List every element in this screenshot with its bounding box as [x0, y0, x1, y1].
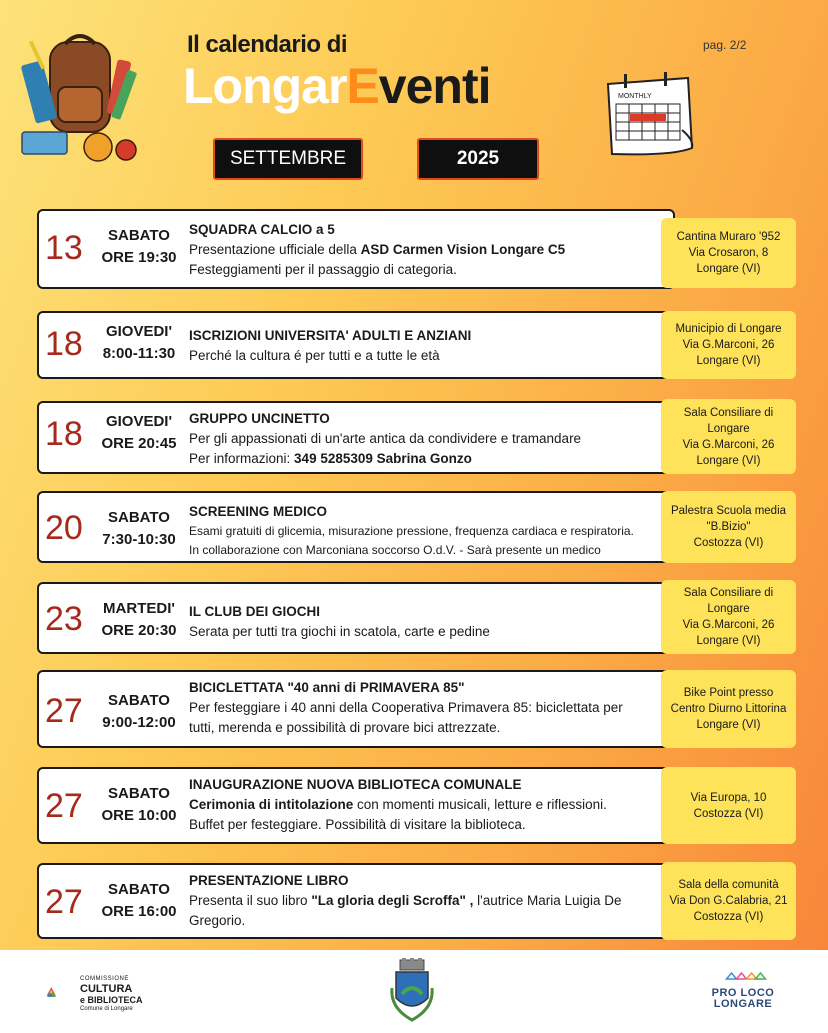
event-when — [91, 321, 187, 365]
event-title: BICICLETTATA "40 anni di PRIMAVERA 85" — [189, 680, 465, 695]
proloco-line: PRO LOCO — [711, 987, 775, 999]
location-line: Sala della comunità — [678, 879, 779, 891]
event-when — [91, 598, 187, 642]
event-location — [661, 580, 796, 654]
location-line: Sala Consiliare di — [683, 587, 774, 599]
event-line — [189, 891, 665, 911]
title-part-venti: venti — [378, 58, 491, 114]
event-line: Gregorio. — [189, 913, 246, 928]
location-line: Costozza (VI) — [693, 807, 764, 820]
event-weekday: SABATO — [108, 227, 170, 244]
location-line: Via G.Marconi, 26 — [682, 619, 775, 631]
location-line: Bike Point presso — [683, 687, 774, 699]
municipal-crest-icon — [388, 958, 436, 1024]
month-label: SETTEMBRE — [213, 138, 363, 180]
event-line: Per festeggiare i 40 anni della Cooperativa Primavera 85: biciclettata per — [189, 700, 623, 715]
event-card — [37, 311, 675, 379]
event-when — [91, 225, 187, 269]
event-when — [91, 879, 187, 923]
location-line: Via Europa, 10 — [690, 791, 767, 804]
event-line: tutti, merenda e possibilità di provare bici attrezzate. — [189, 720, 501, 735]
event-title: INAUGURAZIONE NUOVA BIBLIOTECA COMUNALE — [189, 777, 522, 792]
event-line: Perché la cultura é per tutti e a tutte le età — [189, 348, 440, 363]
event-when — [91, 783, 187, 827]
cultura-line: CULTURA — [80, 983, 133, 995]
title-small: Il calendario di — [187, 31, 348, 58]
event-title: GRUPPO UNCINETTO — [189, 411, 330, 426]
event-time: ORE 19:30 — [101, 249, 177, 266]
title-part-e: E — [346, 58, 379, 114]
event-weekday: GIOVEDI' — [105, 323, 173, 340]
cultura-line: e BIBLIOTECA — [80, 995, 143, 1005]
event-time: 8:00-11:30 — [102, 345, 176, 362]
location-line: Via Crosaron, 8 — [688, 247, 769, 259]
event-text-bold: 349 5285309 Sabrina Gonzo — [294, 451, 472, 466]
event-text-bold: "La gloria degli Scroffa" , — [311, 893, 474, 908]
event-text-bold: ASD Carmen Vision Longare C5 — [360, 242, 566, 257]
event-description — [189, 502, 665, 560]
event-card — [37, 491, 675, 563]
event-description — [189, 602, 665, 642]
location-line: Longare (VI) — [696, 454, 761, 467]
event-card — [37, 401, 675, 474]
event-title: PRESENTAZIONE LIBRO — [189, 873, 349, 888]
event-day: 27 — [45, 883, 83, 921]
location-line: Via Don G.Calabria, 21 — [669, 895, 788, 907]
event-weekday: SABATO — [108, 509, 170, 526]
event-text: Presentazione ufficiale della — [189, 242, 361, 257]
event-title: IL CLUB DEI GIOCHI — [189, 604, 321, 619]
event-when — [91, 690, 187, 734]
location-line: Sala Consiliare di — [683, 406, 774, 419]
event-line — [189, 449, 665, 469]
event-text: l'autrice Maria Luigia De — [473, 893, 622, 908]
event-weekday: SABATO — [108, 881, 170, 898]
event-line: Festeggiamenti per il passaggio di categoria. — [189, 262, 457, 277]
calendar-illustration — [602, 70, 698, 162]
event-line — [189, 240, 665, 260]
event-day: 27 — [45, 787, 83, 825]
event-line: Per gli appassionati di un'arte antica da condividere e tramandare — [189, 431, 582, 446]
event-time: ORE 20:30 — [101, 622, 177, 639]
location-line: Costozza (VI) — [693, 537, 764, 549]
event-title: ISCRIZIONI UNIVERSITA' ADULTI E ANZIANI — [189, 328, 472, 343]
event-description — [189, 409, 665, 469]
cultura-line: COMMISSIONE — [80, 976, 129, 982]
event-card — [37, 767, 675, 844]
event-line — [189, 795, 665, 815]
event-location — [661, 218, 796, 288]
event-location — [661, 670, 796, 748]
event-time: ORE 16:00 — [101, 903, 177, 920]
event-day: 13 — [45, 229, 83, 267]
cultura-line: Comune di Longare — [80, 1006, 133, 1012]
event-text: con momenti musicali, letture e riflessioni. — [353, 797, 607, 812]
location-line: Municipio di Longare — [675, 323, 782, 335]
event-text: Per informazioni: — [189, 451, 295, 466]
event-description — [189, 678, 665, 738]
event-title: SQUADRA CALCIO a 5 — [189, 222, 335, 237]
event-location — [661, 311, 796, 379]
event-time: 9:00-12:00 — [102, 714, 176, 731]
page-title — [183, 58, 491, 114]
event-line: Buffet per festeggiare. Possibilità di visitare la biblioteca. — [189, 817, 526, 832]
location-line: Cantina Muraro '952 — [676, 231, 781, 243]
proloco-line: LONGARE — [713, 998, 773, 1010]
event-location — [661, 767, 796, 844]
event-card — [37, 582, 675, 654]
location-line: Longare (VI) — [696, 719, 761, 731]
event-line: Serata per tutti tra giochi in scatola, carte e pedine — [189, 624, 490, 639]
event-day: 18 — [45, 415, 83, 453]
event-description — [189, 326, 665, 366]
location-line: Via G.Marconi, 26 — [682, 339, 775, 351]
title-part-longar: Longar — [183, 58, 347, 114]
event-card — [37, 670, 675, 748]
event-weekday: GIOVEDI' — [105, 413, 173, 430]
event-weekday: MARTEDI' — [103, 600, 175, 617]
proloco-logo-text — [703, 988, 783, 1010]
event-location — [661, 399, 796, 474]
event-day: 18 — [45, 325, 83, 363]
event-when — [91, 411, 187, 455]
event-text: Presenta il suo libro — [189, 893, 312, 908]
event-day: 27 — [45, 692, 83, 730]
location-line: Longare — [707, 603, 750, 615]
event-location — [661, 491, 796, 563]
calendar-art-text: MONTHLY — [618, 93, 652, 100]
event-when — [91, 507, 187, 551]
cultura-logo-text — [80, 975, 143, 1014]
location-line: Via G.Marconi, 26 — [682, 438, 775, 451]
event-weekday: SABATO — [108, 692, 170, 709]
event-line: In collaborazione con Marconiana soccorso O.d.V. - Sarà presente un medico — [189, 543, 601, 557]
location-line: "B.Bizio" — [706, 521, 751, 533]
event-line: Esami gratuiti di glicemia, misurazione pressione, frequenza cardiaca e respiratoria. — [189, 524, 634, 538]
event-weekday: SABATO — [108, 785, 170, 802]
year-label: 2025 — [417, 138, 539, 180]
location-line: Longare (VI) — [696, 355, 761, 367]
event-card — [37, 209, 675, 289]
location-line: Centro Diurno Littorina — [670, 703, 787, 715]
event-time: 7:30-10:30 — [102, 531, 176, 548]
event-text-bold: Cerimonia di intitolazione — [189, 797, 354, 812]
location-line: Longare (VI) — [696, 263, 761, 275]
backpack-illustration — [20, 32, 150, 162]
event-description — [189, 775, 665, 835]
event-day: 20 — [45, 509, 83, 547]
event-title: SCREENING MEDICO — [189, 504, 328, 519]
event-time: ORE 10:00 — [101, 807, 177, 824]
event-day: 23 — [45, 600, 83, 638]
event-location — [661, 862, 796, 940]
event-time: ORE 20:45 — [101, 435, 177, 452]
location-line: Longare (VI) — [696, 635, 761, 647]
page-number: pag. 2/2 — [703, 38, 747, 52]
event-description — [189, 871, 665, 931]
location-line: Palestra Scuola media — [670, 505, 787, 517]
cultura-logo-icon — [46, 976, 80, 1010]
event-card — [37, 863, 675, 939]
location-line: Costozza (VI) — [693, 911, 764, 923]
event-description — [189, 220, 665, 280]
location-line: Longare — [707, 422, 750, 435]
